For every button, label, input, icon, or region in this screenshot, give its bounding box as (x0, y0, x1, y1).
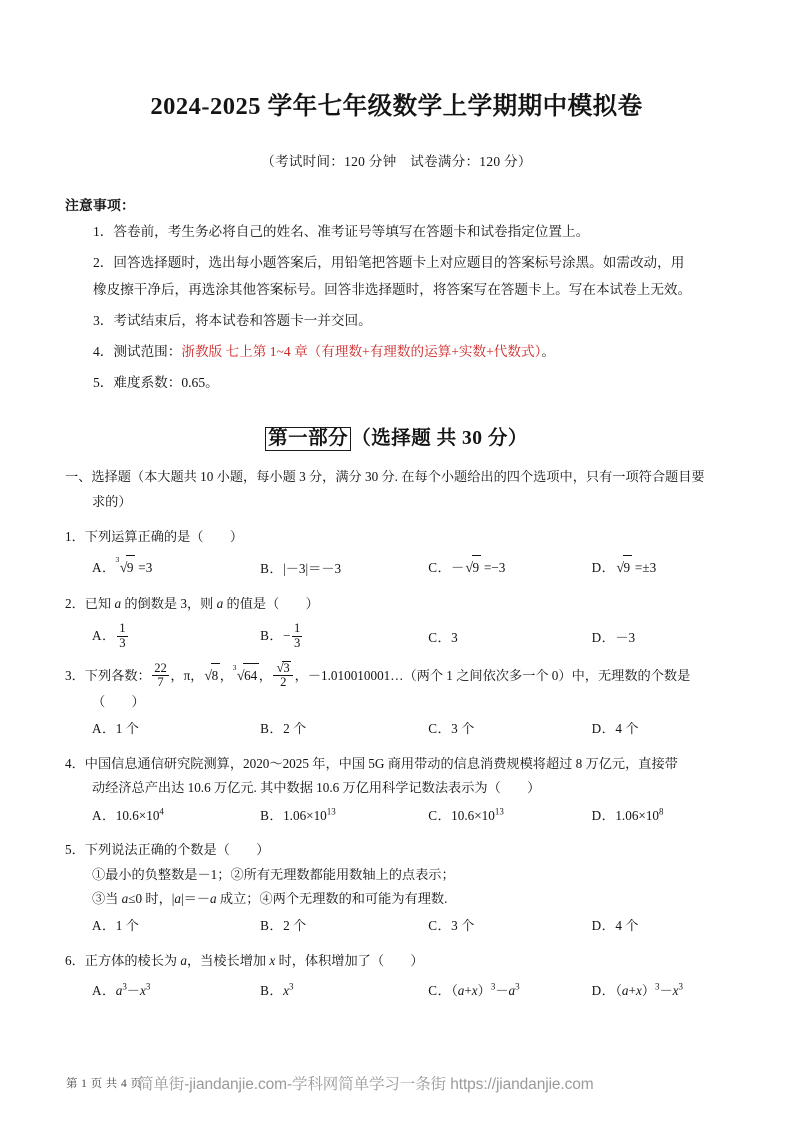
minus-sign: − (283, 628, 291, 644)
question-1 (52, 525, 741, 582)
notice-item-1-text: 答卷前，考生务必将自己的姓名、准考证号等填写在答题卡和试卷指定位置上。 (113, 224, 590, 240)
question-1-stem (65, 525, 741, 549)
exam-subtitle: （考试时间：120 分钟 试卷满分：120 分） (261, 154, 532, 170)
decimal-value: －1.010010001… (307, 667, 404, 683)
q5-sub2-a: ③当 (92, 890, 122, 906)
exp-3: 3 (122, 981, 127, 992)
option-label: D． (591, 630, 616, 646)
question-1-option-a[interactable] (92, 555, 260, 582)
question-1-options (65, 555, 741, 582)
option-label: C． (428, 560, 452, 575)
question-4 (52, 752, 741, 828)
question-5-statements-1-2: ①最小的负整数是－1；②所有无理数都能用数轴上的点表示； (92, 866, 455, 882)
option-c-minus: － (451, 560, 465, 575)
question-2-options (65, 622, 741, 650)
option-label: B． (260, 983, 284, 999)
q5-var-a3: a (210, 890, 217, 906)
page-footer (0, 1072, 793, 1098)
question-2-option-a[interactable] (92, 622, 260, 650)
notice-item-1 (52, 219, 741, 245)
option-a-base: 10.6×10 (115, 807, 160, 823)
question-5-option-b[interactable] (260, 914, 428, 938)
expr-a: a (457, 983, 465, 999)
page-title: 2024-2025 学年七年级数学上学期期中模拟卷 (150, 93, 643, 120)
option-b-value: 2 个 (283, 721, 307, 737)
option-label: A． (92, 918, 116, 934)
option-d-value: －3 (615, 630, 636, 646)
notice-list (52, 219, 741, 396)
question-5-option-a[interactable] (92, 914, 260, 938)
expr-x: x (139, 983, 146, 999)
option-b-value: 2 个 (283, 918, 307, 934)
question-6-pre: 正方体的棱长为 (84, 952, 181, 968)
question-2-num: 2． (65, 595, 85, 611)
option-c-value: 3 个 (451, 918, 475, 934)
notice-item-2 (52, 250, 741, 302)
question-2-var-a2: a (216, 595, 224, 611)
option-label: A． (92, 560, 116, 575)
part-heading (52, 396, 741, 450)
q5-sub2-c: |＝－ (181, 890, 211, 906)
part-heading-boxed-label: 第一部分 (265, 427, 351, 451)
question-3-options (65, 717, 741, 741)
question-3-pre: 下列各数： (84, 667, 151, 683)
option-a-exp: 4 (159, 806, 164, 817)
notice-item-2-line1: 回答选择题时，选出每小题答案后，用铅笔把答题卡上对应题目的答案标号涂黑。如需改动，用 (113, 255, 685, 271)
question-3-stem: 3．下列各数： $\frac{22}{7}$ ，π，√8 ， 3 √64 ， $\frac{√3}{2}$ ，－1.010010001…（两个 1 之间依次多一个 0）中，无理数的个数是 （ ） (65, 661, 741, 715)
question-6-option-c[interactable]: C．$(a+x)^3-a^3$ (428, 981, 520, 999)
expr-x: x (283, 983, 289, 999)
option-label: A． (92, 983, 116, 999)
question-5-text: 下列说法正确的个数是（ ） (84, 842, 270, 858)
option-label: C． (428, 918, 452, 934)
fraction-22-over-7: $\frac{22}{7}$ (154, 660, 167, 690)
q5-var-a1: a (121, 890, 129, 906)
sqrt-3-icon: √3 (276, 659, 290, 675)
question-2-option-d[interactable] (592, 626, 741, 650)
exp-3: 3 (490, 981, 496, 992)
cube-root-9-icon: 3 √9 (117, 555, 135, 582)
watermark-text: 简单街-jiandanjie.com-学科网简单学习一条街 https://jiandanjie.com (138, 1076, 594, 1093)
question-4-option-c[interactable] (428, 804, 591, 828)
section-intro-line2: 求的） (92, 493, 132, 509)
option-label: D． (591, 721, 616, 737)
expr-a: a (621, 983, 629, 999)
notice-heading: 注意事项： (65, 198, 135, 214)
option-a-value: 1 个 (115, 721, 139, 737)
option-label: C． (428, 630, 452, 646)
option-label: B． (260, 561, 284, 577)
question-3-option-d[interactable] (592, 717, 741, 741)
question-2-var-a: a (114, 595, 122, 611)
section-intro-line1: 一、选择题（本大题共 10 小题，每小题 3 分，满分 30 分. 在每个小题给出的四个选项中，只有一项符合题目要 (65, 468, 705, 484)
option-label: D． (591, 918, 616, 934)
question-1-option-b[interactable] (260, 557, 428, 581)
question-3-mid: （两个 1 之间依次多一个 0）中，无理数的个数是 (403, 667, 691, 683)
exp-3: 3 (678, 981, 684, 992)
option-b-base: 1.06×10 (283, 807, 327, 823)
notice-item-2-line2: 橡皮擦干净后，再选涂其他答案标号。回答非选择题时，将答案写在答题卡上。写在本试卷上无效。 (93, 281, 692, 297)
notice-item-5-num: 5． (93, 374, 114, 390)
option-label: D． (591, 983, 616, 999)
question-2-stem (65, 592, 741, 616)
option-label: B． (260, 721, 284, 737)
question-5-statements-3-4 (65, 887, 741, 911)
part-heading-rest: （选择题 共 30 分） (351, 427, 528, 449)
option-b-exp: 13 (326, 806, 336, 817)
fraction-one-third: $\frac{1}{3}$ (294, 621, 301, 650)
option-c-tail: =−3 (483, 560, 506, 575)
notice-item-4-suffix: 。 (541, 343, 555, 359)
question-5 (52, 838, 741, 939)
question-4-option-a[interactable] (92, 804, 260, 828)
question-6-options (65, 979, 741, 1003)
question-3-line2: （ ） (92, 693, 145, 709)
notice-item-1-num: 1． (93, 224, 114, 240)
section-intro (52, 450, 741, 515)
question-2-option-b[interactable] (260, 622, 428, 650)
option-label: D． (591, 807, 616, 823)
option-d-base: 1.06×10 (615, 807, 660, 823)
question-1-option-d[interactable] (592, 555, 741, 582)
notice-item-4-num: 4． (93, 343, 114, 359)
option-a-tail: =3 (138, 560, 153, 575)
question-6-option-b[interactable] (260, 979, 428, 1003)
exp-3: 3 (655, 981, 660, 992)
expr-x: x (471, 983, 478, 999)
question-6-option-a[interactable]: A．$a^3-x^3$ (92, 981, 151, 999)
question-5-option-d[interactable] (592, 914, 741, 938)
notice-item-2-num: 2． (93, 255, 114, 271)
question-5-option-c[interactable] (428, 914, 591, 938)
expr-x: x (672, 983, 679, 999)
question-1-text: 下列运算正确的是（ ） (84, 528, 244, 544)
question-4-line1: 中国信息通信研究院测算，2020～2025 年，中国 5G 商用带动的信息消费规模将超过 8 万亿元，直接带 (84, 755, 678, 771)
q5-sub2-b: ≤0 时，| (128, 890, 175, 906)
fraction-sqrt3-over-2: $\frac{√3}{2}$ (273, 661, 293, 690)
option-label: A． (92, 721, 116, 737)
notice-item-4 (52, 339, 741, 365)
fraction-one-third: $\frac{1}{3}$ (119, 621, 126, 650)
option-b-expr: |－3|＝－3 (283, 561, 342, 577)
notice-item-3-text: 考试结束后，将本试卷和答题卡一并交回。 (113, 312, 372, 328)
q5-var-a2: a (174, 890, 182, 906)
option-label: C． (428, 807, 452, 823)
question-2-pre: 已知 (84, 595, 115, 611)
question-6-post: 时，体积增加了（ ） (275, 952, 424, 968)
option-a-value: 1 个 (115, 918, 139, 934)
notice-item-3-num: 3． (93, 312, 114, 328)
question-2 (52, 592, 741, 651)
question-3-option-c[interactable] (428, 717, 591, 741)
question-6-option-d[interactable]: D．$(a+x)^3-x^3$ (591, 981, 684, 999)
notice-item-5 (52, 370, 741, 396)
question-6-mid: ，当棱长增加 (186, 952, 270, 968)
question-1-option-c[interactable] (428, 555, 591, 582)
option-label: A． (92, 807, 116, 823)
page-number: 第 1 页 共 4 页 (66, 1078, 143, 1090)
option-c-value: 3 个 (451, 721, 475, 737)
option-c-exp: 13 (494, 806, 504, 817)
question-6-num: 6． (65, 952, 85, 968)
question-3 (52, 661, 741, 742)
option-label: C． (428, 983, 452, 999)
exp-3: 3 (145, 981, 151, 992)
notice-item-4-prefix: 测试范围： (113, 343, 182, 359)
test-scope-highlight: 浙教版 七上第 1~4 章（有理数+有理数的运算+实数+代数式） (181, 343, 542, 359)
question-4-option-b[interactable] (260, 804, 428, 828)
sqrt-9-icon: √9 (616, 555, 631, 582)
question-4-stem (65, 752, 741, 801)
option-label: D． (591, 560, 616, 575)
question-6-stem (65, 949, 741, 973)
question-5-stem (65, 838, 741, 911)
question-1-num: 1． (65, 528, 85, 544)
pi-symbol: π (183, 667, 191, 683)
question-4-line2: 动经济总产出达 10.6 万亿元. 其中数据 10.6 万亿用科学记数法表示为（ ） (92, 780, 541, 796)
question-4-options (65, 804, 741, 828)
option-d-tail: =±3 (634, 560, 657, 575)
option-label: A． (92, 628, 116, 644)
sqrt-8-icon: √8 (204, 663, 219, 690)
notice-item-3 (52, 308, 741, 334)
question-4-num: 4． (65, 755, 85, 771)
option-label: C． (428, 721, 452, 737)
option-label: B． (260, 628, 284, 644)
exp-3: 3 (515, 981, 520, 992)
question-6 (52, 949, 741, 1004)
notice-item-5-text: 难度系数：0.65。 (113, 374, 219, 390)
option-c-base: 10.6×10 (451, 807, 495, 823)
q5-sub2-d: 成立；④两个无理数的和可能为有理数. (216, 890, 448, 906)
question-3-option-b[interactable] (260, 717, 428, 741)
exp-3: 3 (288, 981, 294, 992)
option-label: B． (260, 918, 284, 934)
expr-a: a (508, 983, 516, 999)
option-label: B． (260, 807, 284, 823)
question-6-var-a: a (180, 952, 187, 968)
question-2-option-c[interactable] (428, 626, 591, 650)
question-4-option-d[interactable] (592, 804, 741, 828)
question-2-post: 的值是（ ） (223, 595, 319, 611)
question-5-num: 5． (65, 842, 85, 858)
question-3-num: 3． (65, 667, 85, 683)
expr-x: x (635, 983, 642, 999)
option-d-value: 4 个 (615, 918, 639, 934)
sqrt-9-icon: √9 (465, 555, 480, 582)
question-5-options (65, 914, 741, 938)
question-3-option-a[interactable] (92, 717, 260, 741)
option-d-exp: 8 (659, 806, 664, 817)
cube-root-64-icon: 3 √64 (234, 663, 259, 690)
option-d-value: 4 个 (615, 721, 639, 737)
question-2-mid: 的倒数是 3，则 (121, 595, 217, 611)
option-c-value: 3 (451, 630, 458, 646)
question-6-var-x: x (269, 952, 276, 968)
expr-a: a (115, 983, 123, 999)
